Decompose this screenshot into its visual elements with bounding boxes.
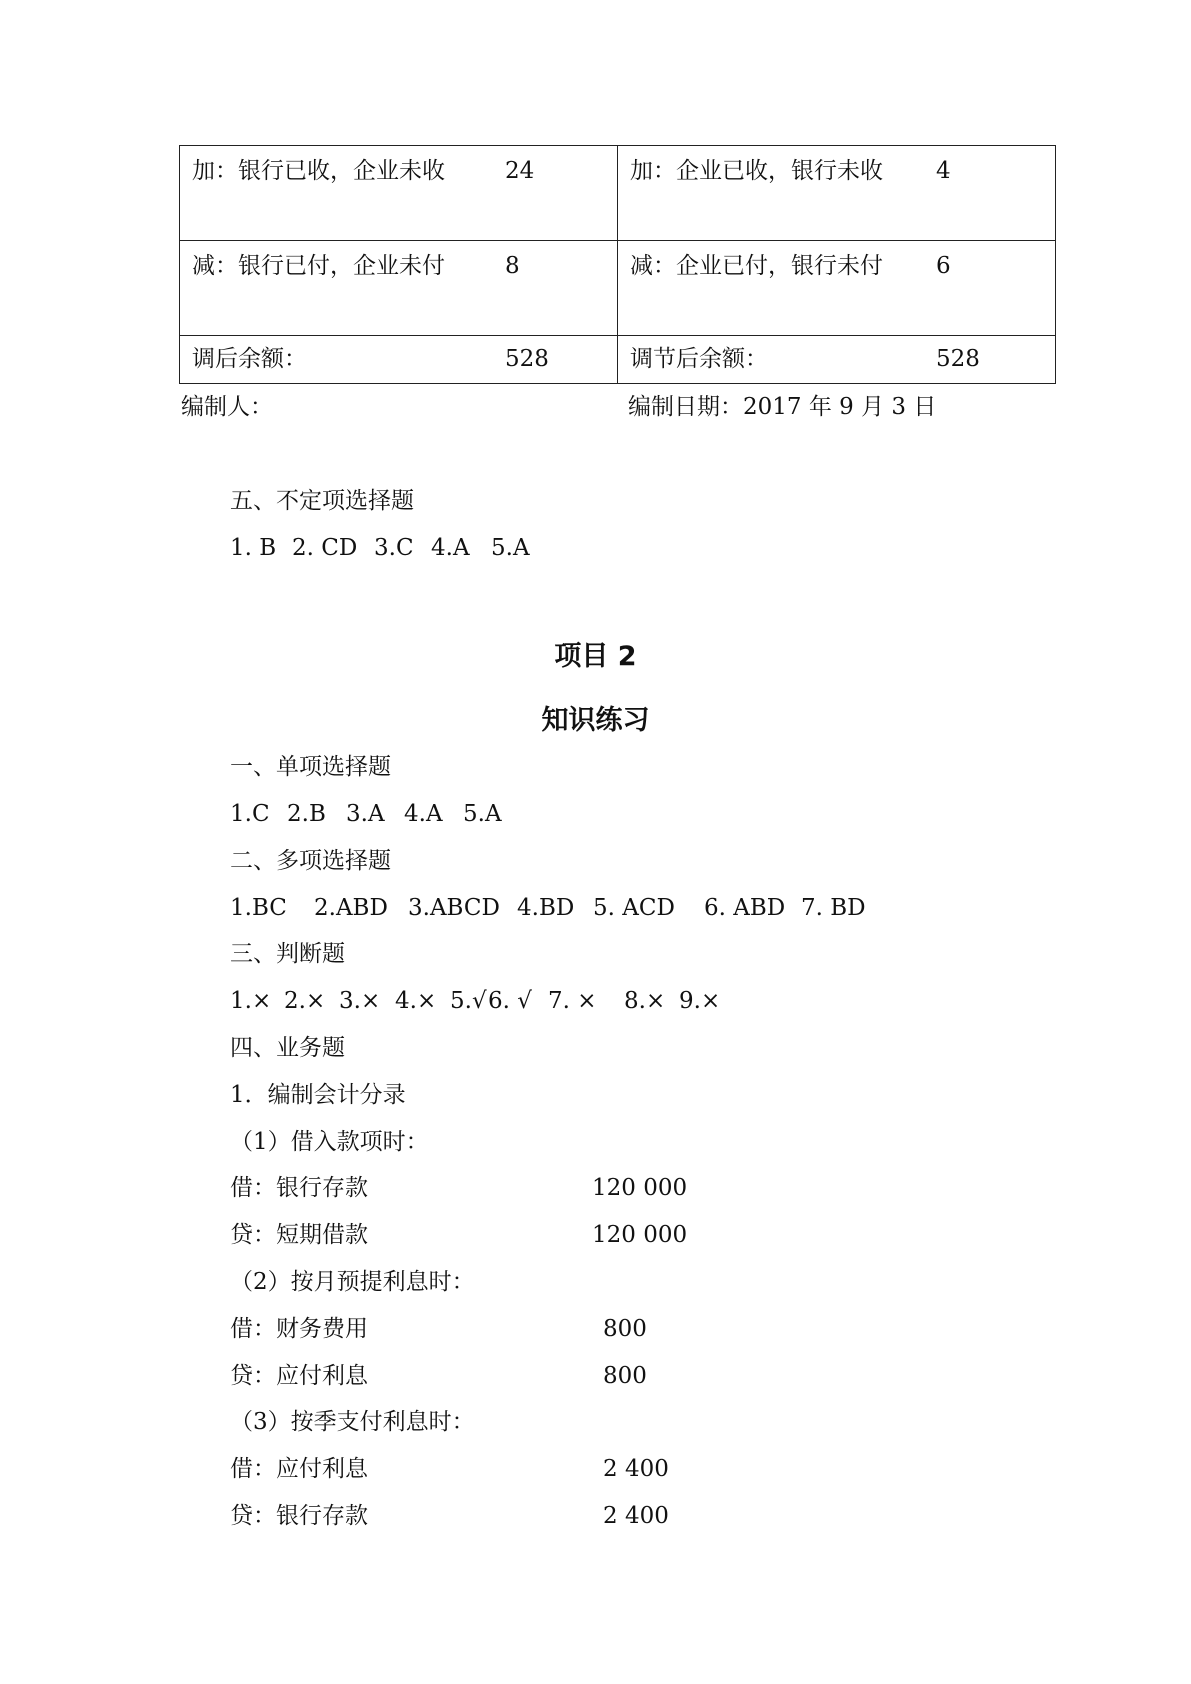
cell-label: 加：银行已收，企业未收 (192, 158, 445, 184)
step-heading: （1）借入款项时： (230, 1129, 429, 1155)
project-subtitle: 知识练习 (541, 705, 650, 736)
answer-item: 4.BD (517, 895, 575, 921)
table-cell (180, 336, 618, 384)
section-title: 四、业务题 (230, 1035, 345, 1061)
answer-item: 1.C (230, 801, 270, 827)
answer-item: 3.A (346, 801, 385, 827)
cell-label: 调节后余额： (630, 346, 768, 372)
answer-line (230, 533, 530, 563)
answer-item: 5.√ (450, 988, 487, 1014)
answer-item: 1.× (230, 988, 272, 1014)
step-heading: （3）按季支付利息时： (230, 1409, 475, 1435)
prepared-date: 编制日期：2017 年 9 月 3 日 (628, 394, 937, 420)
credit-amount: 800 (603, 1363, 647, 1389)
answer-item: 6. √ (488, 988, 532, 1014)
answer-item: 5. ACD (593, 895, 675, 921)
cell-label: 加：企业已收，银行未收 (630, 158, 883, 184)
cell-value: 6 (936, 253, 951, 279)
section-title: 五、不定项选择题 (230, 488, 414, 514)
answer-item: 2.B (287, 801, 326, 827)
answer-line (230, 799, 502, 829)
answer-item: 2.× (284, 988, 326, 1014)
answer-line (230, 986, 720, 1016)
answer-item: 1. B (230, 535, 277, 561)
section-title: 三、判断题 (230, 941, 345, 967)
credit-account: 贷：银行存款 (230, 1503, 368, 1529)
debit-account: 借：财务费用 (230, 1316, 368, 1342)
table-row (180, 241, 1056, 336)
credit-amount: 2 400 (603, 1503, 669, 1529)
debit-account: 借：银行存款 (230, 1175, 368, 1201)
table-cell (618, 241, 1056, 336)
answer-item: 4.A (404, 801, 443, 827)
table-cell (180, 146, 618, 241)
step-heading: （2）按月预提利息时： (230, 1269, 475, 1295)
answer-item: 6. ABD (704, 895, 786, 921)
project-title: 项目 2 (554, 641, 637, 672)
section-title: 一、单项选择题 (230, 754, 391, 780)
credit-account: 贷：短期借款 (230, 1222, 368, 1248)
answer-item: 3.ABCD (408, 895, 500, 921)
answer-item: 2. CD (292, 535, 358, 561)
answer-item: 7. × (548, 988, 597, 1014)
cell-label: 调后余额： (192, 346, 307, 372)
table-cell (618, 146, 1056, 241)
answer-item: 5.A (463, 801, 502, 827)
answer-item: 1.BC (230, 895, 287, 921)
preparer-label: 编制人： (181, 394, 273, 420)
answer-item: 4.× (395, 988, 437, 1014)
bank-reconciliation-table (179, 145, 1056, 384)
table-row (180, 146, 1056, 241)
credit-account: 贷：应付利息 (230, 1363, 368, 1389)
answer-item: 2.ABD (314, 895, 388, 921)
debit-amount: 2 400 (603, 1456, 669, 1482)
cell-value: 8 (505, 253, 520, 279)
debit-account: 借：应付利息 (230, 1456, 368, 1482)
answer-item: 4.A (431, 535, 470, 561)
answer-item: 9.× (679, 988, 721, 1014)
table-cell (180, 241, 618, 336)
answer-item: 3.× (339, 988, 381, 1014)
cell-label: 减：企业已付，银行未付 (630, 253, 883, 279)
table-cell (618, 336, 1056, 384)
cell-label: 减：银行已付，企业未付 (192, 253, 445, 279)
cell-value: 4 (936, 158, 951, 184)
debit-amount: 120 000 (592, 1175, 688, 1201)
debit-amount: 800 (603, 1316, 647, 1342)
credit-amount: 120 000 (592, 1222, 688, 1248)
table-row (180, 336, 1056, 384)
answer-item: 3.C (374, 535, 414, 561)
answer-line (230, 893, 866, 923)
section-title: 二、多项选择题 (230, 848, 391, 874)
cell-value: 528 (936, 346, 980, 372)
cell-value: 528 (505, 346, 549, 372)
answer-item: 8.× (624, 988, 666, 1014)
item-heading: 1．编制会计分录 (230, 1082, 406, 1108)
cell-value: 24 (505, 158, 535, 184)
answer-item: 7. BD (801, 895, 866, 921)
answer-item: 5.A (491, 535, 530, 561)
